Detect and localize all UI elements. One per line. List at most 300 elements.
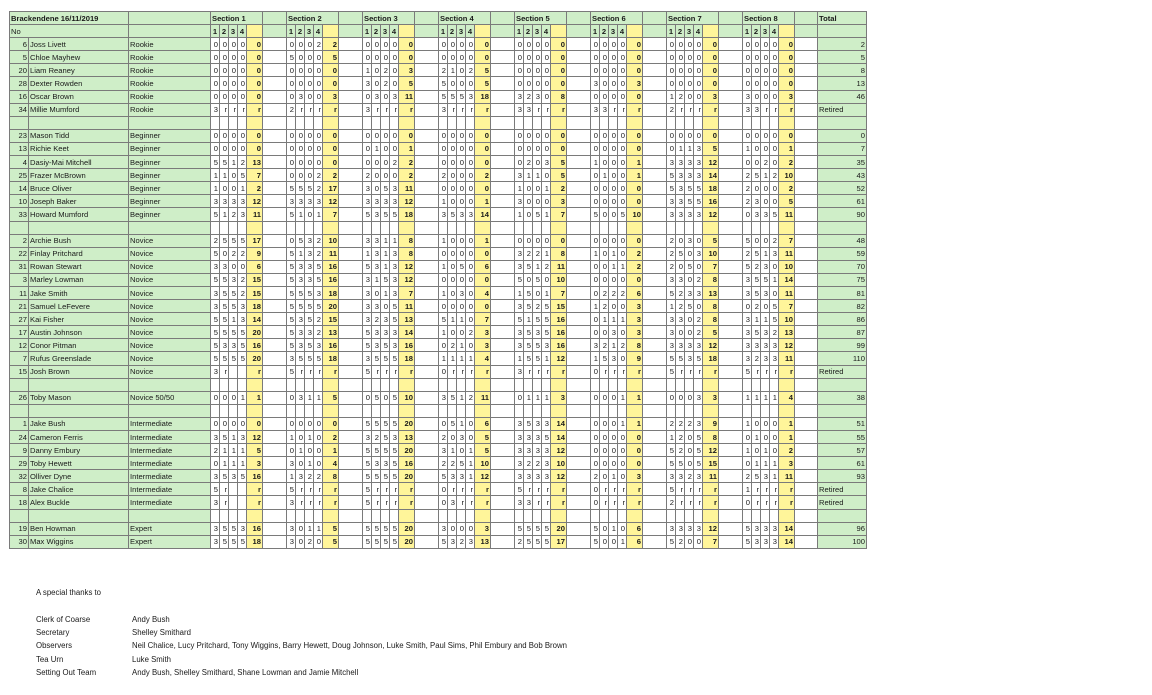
lap-header: 3	[685, 25, 694, 38]
lap-score: 0	[296, 38, 305, 51]
spacer-cell	[719, 195, 743, 208]
spacer-cell	[491, 483, 515, 496]
lap-score: 0	[372, 169, 381, 182]
section-total: 20	[551, 522, 567, 535]
lap-score: 5	[305, 300, 314, 313]
section-total: 3	[703, 391, 719, 404]
spacer-cell	[491, 208, 515, 221]
lap-score: 0	[363, 38, 372, 51]
section-total: 3	[627, 326, 643, 339]
section-total: 10	[551, 273, 567, 286]
section-total: 7	[703, 535, 719, 548]
spacer-cell	[339, 417, 363, 430]
lap-score: 3	[542, 339, 551, 352]
lap-score: 0	[609, 234, 618, 247]
lap-score: r	[676, 103, 685, 116]
lap-score: 0	[229, 142, 238, 155]
lap-score: 5	[220, 234, 229, 247]
blank-cell	[399, 404, 415, 417]
lap-score: 3	[229, 470, 238, 483]
lap-score: 5	[287, 313, 296, 326]
lap-score: 0	[694, 51, 703, 64]
lap-score: 3	[676, 273, 685, 286]
lap-score: 0	[457, 142, 466, 155]
lap-score: 2	[685, 417, 694, 430]
blank-cell	[779, 221, 795, 234]
section-total: 14	[779, 273, 795, 286]
lap-header: 2	[372, 25, 381, 38]
lap-score: 1	[515, 208, 524, 221]
lap-score: 0	[229, 38, 238, 51]
spacer-cell	[795, 286, 818, 299]
spacer-cell	[643, 77, 667, 90]
spacer-cell	[491, 182, 515, 195]
spacer-cell	[567, 77, 591, 90]
lap-score: 5	[238, 470, 247, 483]
blank-cell	[591, 221, 600, 234]
section-total: 13	[399, 431, 415, 444]
spacer-cell	[795, 300, 818, 313]
lap-score: 0	[618, 522, 627, 535]
rider-number: 3	[10, 273, 29, 286]
lap-score: 0	[515, 64, 524, 77]
lap-score: 0	[439, 247, 448, 260]
spacer-cell	[567, 234, 591, 247]
spacer-cell	[567, 25, 591, 38]
lap-score: 2	[752, 260, 761, 273]
lap-score: r	[314, 365, 323, 378]
spacer-cell	[263, 313, 287, 326]
spacer-cell	[415, 38, 439, 51]
lap-score: 0	[743, 431, 752, 444]
blank-cell	[551, 404, 567, 417]
lap-score: 3	[743, 103, 752, 116]
blank-cell	[314, 378, 323, 391]
lap-score: 3	[515, 195, 524, 208]
spacer-cell	[263, 483, 287, 496]
section-total: 18	[247, 300, 263, 313]
spacer-cell	[339, 195, 363, 208]
rider-number: 12	[10, 339, 29, 352]
lap-score: 5	[287, 182, 296, 195]
lap-score: 5	[296, 286, 305, 299]
spacer-cell	[491, 51, 515, 64]
lap-score: 0	[515, 234, 524, 247]
spacer-cell	[719, 470, 743, 483]
blank-cell	[296, 378, 305, 391]
rider-number: 10	[10, 195, 29, 208]
section-total: 15	[703, 457, 719, 470]
lap-score: 0	[448, 77, 457, 90]
section-total: 16	[323, 260, 339, 273]
section-total: 0	[627, 64, 643, 77]
spacer-cell	[415, 273, 439, 286]
lap-score: 0	[685, 457, 694, 470]
lap-score: 5	[533, 352, 542, 365]
lap-score: 3	[372, 339, 381, 352]
lap-score: 0	[761, 51, 770, 64]
lap-score: 5	[314, 260, 323, 273]
rider-row	[10, 391, 867, 404]
blank-cell	[129, 116, 211, 129]
spacer-cell	[491, 38, 515, 51]
lap-score: 3	[694, 247, 703, 260]
section-header: Section 7	[667, 12, 719, 25]
blank-cell	[10, 509, 29, 522]
spacer-cell	[263, 300, 287, 313]
lap-score: 5	[524, 300, 533, 313]
lap-score: 0	[591, 326, 600, 339]
lap-score: 2	[381, 64, 390, 77]
spacer-cell	[415, 25, 439, 38]
lap-score: 3	[211, 535, 220, 548]
blank-cell	[229, 221, 238, 234]
blank-cell	[542, 378, 551, 391]
section-total: 0	[627, 234, 643, 247]
lap-score: 5	[363, 365, 372, 378]
lap-score: 0	[600, 247, 609, 260]
rider-class: Novice	[129, 260, 211, 273]
spacer-cell	[567, 195, 591, 208]
lap-score: 0	[591, 313, 600, 326]
lap-score: 0	[238, 260, 247, 273]
lap-header: 1	[743, 25, 752, 38]
lap-score: 0	[229, 391, 238, 404]
total-header: Total	[818, 12, 867, 25]
lap-score: 3	[372, 234, 381, 247]
lap-score: 3	[238, 522, 247, 535]
lap-score: 0	[609, 129, 618, 142]
rider-number: 2	[10, 234, 29, 247]
lap-score: 0	[287, 391, 296, 404]
spacer-cell	[415, 195, 439, 208]
section-total: 7	[247, 169, 263, 182]
lap-score: r	[372, 365, 381, 378]
section-total: 0	[627, 444, 643, 457]
lap-score: 2	[314, 38, 323, 51]
lap-score: 1	[533, 260, 542, 273]
spacer-cell	[567, 522, 591, 535]
lap-score: 3	[533, 444, 542, 457]
blank-cell	[448, 378, 457, 391]
lap-score: 0	[372, 51, 381, 64]
lap-score: 0	[381, 129, 390, 142]
blank-cell	[685, 509, 694, 522]
spacer-cell	[339, 169, 363, 182]
spacer-cell	[795, 313, 818, 326]
lap-header: 4	[238, 25, 247, 38]
lap-score: 0	[229, 77, 238, 90]
spacer-cell	[339, 260, 363, 273]
lap-score: r	[457, 496, 466, 509]
section-total: 8	[627, 339, 643, 352]
section-total: 18	[323, 352, 339, 365]
blank-cell	[390, 221, 399, 234]
blank-cell	[694, 404, 703, 417]
lap-score: r	[609, 496, 618, 509]
lap-score: 2	[439, 431, 448, 444]
section-total: 18	[323, 286, 339, 299]
lap-score: 3	[220, 195, 229, 208]
lap-score: 0	[685, 273, 694, 286]
blank-cell	[795, 404, 818, 417]
lap-score: r	[752, 365, 761, 378]
lap-score: 1	[770, 273, 779, 286]
lap-score: 5	[220, 535, 229, 548]
credit-names: Andy Bush, Shelley Smithard, Shane Lowman and Jamie Mitchell	[132, 667, 359, 677]
blank-cell	[439, 221, 448, 234]
lap-score: 3	[238, 300, 247, 313]
spacer-cell	[643, 496, 667, 509]
spacer-cell	[263, 234, 287, 247]
spacer-cell	[643, 326, 667, 339]
section-total: 3	[703, 90, 719, 103]
section-total: 12	[703, 339, 719, 352]
lap-score: 3	[694, 522, 703, 535]
lap-score: 5	[314, 273, 323, 286]
lap-score: 0	[533, 38, 542, 51]
section-total: 6	[627, 535, 643, 548]
blank-cell	[466, 378, 475, 391]
blank-row	[10, 404, 867, 417]
lap-score: 0	[618, 273, 627, 286]
section-total: 7	[703, 260, 719, 273]
spacer-cell	[643, 535, 667, 548]
section-total: 2	[627, 260, 643, 273]
section-total: r	[247, 483, 263, 496]
spacer-cell	[491, 25, 515, 38]
lap-score: 0	[314, 156, 323, 169]
spacer-cell	[643, 12, 667, 25]
section-total: 1	[627, 417, 643, 430]
lap-score: 5	[457, 457, 466, 470]
lap-score: 0	[457, 77, 466, 90]
section-total: 0	[247, 129, 263, 142]
lap-score: 0	[752, 90, 761, 103]
spacer-cell	[415, 103, 439, 116]
lap-score: 2	[524, 90, 533, 103]
lap-score: 3	[238, 313, 247, 326]
lap-score: 0	[372, 38, 381, 51]
spacer-cell	[339, 313, 363, 326]
lap-score: 0	[238, 77, 247, 90]
lap-score: 3	[515, 169, 524, 182]
lap-score: 0	[609, 142, 618, 155]
section-total: 8	[703, 273, 719, 286]
lap-score: 0	[466, 260, 475, 273]
spacer-cell	[643, 64, 667, 77]
blank-cell	[770, 378, 779, 391]
section-total: 0	[551, 142, 567, 155]
lap-score: 2	[676, 286, 685, 299]
lap-score: 5	[238, 326, 247, 339]
lap-score: 1	[220, 169, 229, 182]
spacer-cell	[339, 339, 363, 352]
lap-score: 1	[667, 300, 676, 313]
section-total: 0	[323, 64, 339, 77]
spacer-cell	[339, 326, 363, 339]
spacer-cell	[795, 365, 818, 378]
lap-score: 0	[770, 38, 779, 51]
spacer-cell	[339, 25, 363, 38]
lap-score: 3	[457, 286, 466, 299]
lap-score: 5	[770, 300, 779, 313]
blank-cell	[439, 404, 448, 417]
blank-cell	[609, 404, 618, 417]
lap-score: 1	[305, 391, 314, 404]
rider-total: 99	[818, 339, 867, 352]
lap-score: 3	[448, 470, 457, 483]
lap-score: 0	[752, 444, 761, 457]
blank-cell	[609, 509, 618, 522]
spacer-cell	[339, 391, 363, 404]
section-total: 5	[247, 444, 263, 457]
spacer-cell	[263, 470, 287, 483]
lap-score	[238, 365, 247, 378]
lap-score: 1	[609, 470, 618, 483]
spacer-cell	[795, 77, 818, 90]
rider-row	[10, 470, 867, 483]
lap-score: r	[220, 103, 229, 116]
lap-score: 5	[381, 208, 390, 221]
rider-name: Alex Buckle	[29, 496, 129, 509]
spacer-cell	[491, 470, 515, 483]
lap-header: 1	[439, 25, 448, 38]
lap-score: 0	[609, 182, 618, 195]
lap-score: 5	[694, 457, 703, 470]
lap-score: 5	[618, 208, 627, 221]
blank-cell	[491, 378, 515, 391]
section-total: 0	[323, 156, 339, 169]
lap-score: 0	[770, 444, 779, 457]
lap-score: 0	[600, 195, 609, 208]
lap-score: 5	[752, 326, 761, 339]
section-total: 6	[475, 260, 491, 273]
lap-score: 5	[448, 208, 457, 221]
blank-cell	[29, 404, 129, 417]
lap-score: 0	[761, 431, 770, 444]
section-total: 11	[399, 182, 415, 195]
section-header: Section 8	[743, 12, 795, 25]
lap-score: r	[676, 483, 685, 496]
section-total: 13	[779, 326, 795, 339]
section-total-header	[475, 25, 491, 38]
lap-score: 0	[448, 300, 457, 313]
lap-score: 0	[466, 313, 475, 326]
blank-cell	[676, 116, 685, 129]
lap-score: 3	[381, 326, 390, 339]
section-total: 0	[475, 38, 491, 51]
spacer-cell	[339, 234, 363, 247]
section-total: 15	[551, 300, 567, 313]
section-total: r	[247, 365, 263, 378]
blank-cell	[694, 221, 703, 234]
rider-class: Rookie	[129, 64, 211, 77]
lap-score: 0	[372, 182, 381, 195]
lap-score: 0	[515, 156, 524, 169]
lap-score: r	[618, 365, 627, 378]
spacer-cell	[339, 535, 363, 548]
lap-score: 0	[591, 444, 600, 457]
section-total: 2	[323, 169, 339, 182]
lap-score: 0	[238, 38, 247, 51]
lap-score: 0	[296, 457, 305, 470]
blank-cell	[129, 509, 211, 522]
lap-score: 2	[448, 339, 457, 352]
spacer-cell	[567, 129, 591, 142]
lap-score: 2	[533, 300, 542, 313]
blank-cell	[29, 116, 129, 129]
spacer-cell	[491, 273, 515, 286]
lap-score: 0	[694, 90, 703, 103]
lap-score: 0	[457, 64, 466, 77]
blank-cell	[372, 221, 381, 234]
lap-score: 0	[515, 142, 524, 155]
rider-row	[10, 496, 867, 509]
section-total: 0	[399, 51, 415, 64]
lap-score: r	[372, 103, 381, 116]
lap-score: 1	[381, 234, 390, 247]
blank-cell	[363, 378, 372, 391]
lap-score: r	[229, 103, 238, 116]
lap-score: 3	[591, 77, 600, 90]
rider-total: 46	[818, 90, 867, 103]
section-total: 10	[703, 247, 719, 260]
rider-row	[10, 365, 867, 378]
lap-score: 0	[609, 90, 618, 103]
lap-score: 0	[296, 142, 305, 155]
lap-score: 5	[363, 483, 372, 496]
blank-cell	[779, 116, 795, 129]
spacer-cell	[643, 444, 667, 457]
lap-score: 5	[211, 208, 220, 221]
lap-score: 5	[743, 535, 752, 548]
spacer-cell	[643, 431, 667, 444]
section-total: 11	[399, 300, 415, 313]
lap-score: 1	[211, 169, 220, 182]
blank-cell	[551, 378, 567, 391]
lap-score: 0	[381, 90, 390, 103]
rider-number: 26	[10, 391, 29, 404]
section-total: 0	[703, 64, 719, 77]
lap-score: 0	[618, 129, 627, 142]
lap-score: 0	[685, 90, 694, 103]
spacer-cell	[719, 64, 743, 77]
lap-header: 1	[591, 25, 600, 38]
lap-score: 0	[448, 286, 457, 299]
lap-score: 5	[305, 182, 314, 195]
lap-score: 0	[609, 444, 618, 457]
blank-cell	[448, 221, 457, 234]
blank-cell	[591, 509, 600, 522]
lap-score: 0	[524, 234, 533, 247]
blank-cell	[296, 116, 305, 129]
section-total: 0	[627, 431, 643, 444]
section-total: 5	[323, 522, 339, 535]
lap-score: 0	[761, 234, 770, 247]
lap-score: 3	[305, 247, 314, 260]
lap-score: 1	[618, 260, 627, 273]
lap-score: 2	[305, 535, 314, 548]
spacer-cell	[719, 129, 743, 142]
lap-score: 1	[591, 156, 600, 169]
lap-score: 0	[287, 444, 296, 457]
rider-class: Beginner	[129, 169, 211, 182]
spacer-cell	[263, 273, 287, 286]
spacer-cell	[263, 51, 287, 64]
lap-score: 5	[515, 273, 524, 286]
lap-score: 0	[390, 169, 399, 182]
